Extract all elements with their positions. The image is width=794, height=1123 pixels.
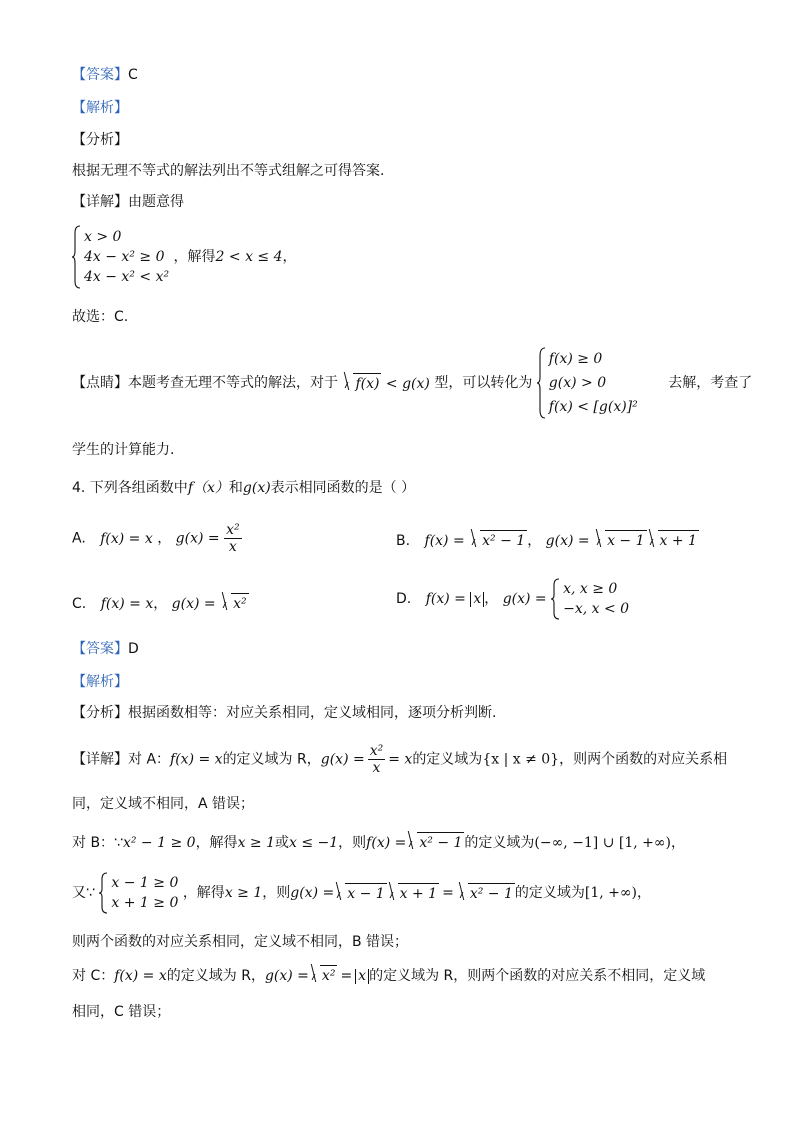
left-brace-icon xyxy=(72,225,82,289)
inequality-system: x > 0 4x − x² ≥ 0 4x − x² < x² xyxy=(72,225,169,289)
q4-detail-b2: 又∵ x − 1 ≥ 0 x + 1 ≥ 0 ，解得x ≥ 1，则g(x) = x − 1 x + 1 = x² − 1 的定义域为[1, +∞)， xyxy=(72,872,651,914)
q3-dianjing-line: 【点睛】本题考查无理不等式的解法，对于 f(x) < g(x) 型，可以转化为 f(x) ≥ 0 g(x) > 0 f(x) < [g(x)]² 去解，考查了 xyxy=(72,347,752,419)
option-c: C. f(x) = x， g(x) = x² xyxy=(72,593,249,613)
q4-detail-b3: 则两个函数的对应关系相同，定义域不相同，B 错误； xyxy=(72,934,409,950)
left-brace-icon xyxy=(537,347,547,419)
answer-tag: 【答案】 xyxy=(72,67,128,83)
q3-analysis-tag: 【解析】 xyxy=(72,100,128,116)
left-brace-icon xyxy=(99,872,109,914)
option-a: A. f(x) = x ， g(x) = $\frac{\text{x²}}{x}$ xyxy=(72,522,240,555)
q3-fenxi-text: 根据无理不等式的解法列出不等式组解之可得答案. xyxy=(72,163,385,179)
q3-fenxi-tag: 【分析】 xyxy=(72,132,128,148)
q4-analysis-tag: 【解析】 xyxy=(72,674,128,690)
q4-detail-a: 【详解】对 A：f(x) = x的定义域为 R，g(x) = $\frac{\text{x²}}{x}$ = x的定义域为{x | x ≠ 0}，则两个函数的对应关系相 xyxy=(72,743,728,776)
answer-value: C xyxy=(128,67,138,83)
condition-system: f(x) ≥ 0 g(x) > 0 f(x) < [g(x)]² xyxy=(537,347,638,419)
q4-detail-a-cont: 同，定义域不相同，A 错误； xyxy=(72,796,255,812)
q4-answer-line: 【答案】D xyxy=(72,641,139,657)
left-brace-icon xyxy=(551,578,561,620)
q3-detail-line: 【详解】由题意得 xyxy=(72,194,184,210)
q3-dianjing-cont: 学生的计算能力. xyxy=(72,442,175,458)
piecewise: x, x ≥ 0 −x, x < 0 xyxy=(551,578,629,620)
q4-detail-b: 对 B：∵x² − 1 ≥ 0，解得x ≥ 1或x ≤ −1，则f(x) = x² − 1 的定义域为(−∞, −1] ∪ [1, +∞)， xyxy=(72,832,685,852)
option-d: D. f(x) = x ， g(x) = x, x ≥ 0 −x, x < 0 xyxy=(396,578,629,620)
q4-stem: 4. 下列各组函数中f（x）和g(x)表示相同函数的是（ ） xyxy=(72,480,416,496)
q4-fenxi-line: 【分析】根据函数相等：对应关系相同，定义域相同，逐项分析判断. xyxy=(72,705,497,721)
option-b: B. f(x) = x² − 1 ， g(x) = x − 1 x + 1 xyxy=(396,530,699,550)
detail-tag: 【详解】 xyxy=(72,194,128,210)
q4-detail-c-cont: 相同，C 错误； xyxy=(72,1004,171,1020)
q3-system-line: x > 0 4x − x² ≥ 0 4x − x² < x² ，解得2 < x ≤ 4， xyxy=(72,225,297,289)
q3-answer-line xyxy=(72,66,138,84)
q3-choose-line: 故选：C. xyxy=(72,309,129,325)
fraction: $\frac{\text{x²}}{x}$ xyxy=(226,522,240,555)
q4-detail-c: 对 C：f(x) = x的定义域为 R，g(x) = x² = x 的定义域为 R，则两个函数的对应关系不相同，定义域 xyxy=(72,965,705,985)
